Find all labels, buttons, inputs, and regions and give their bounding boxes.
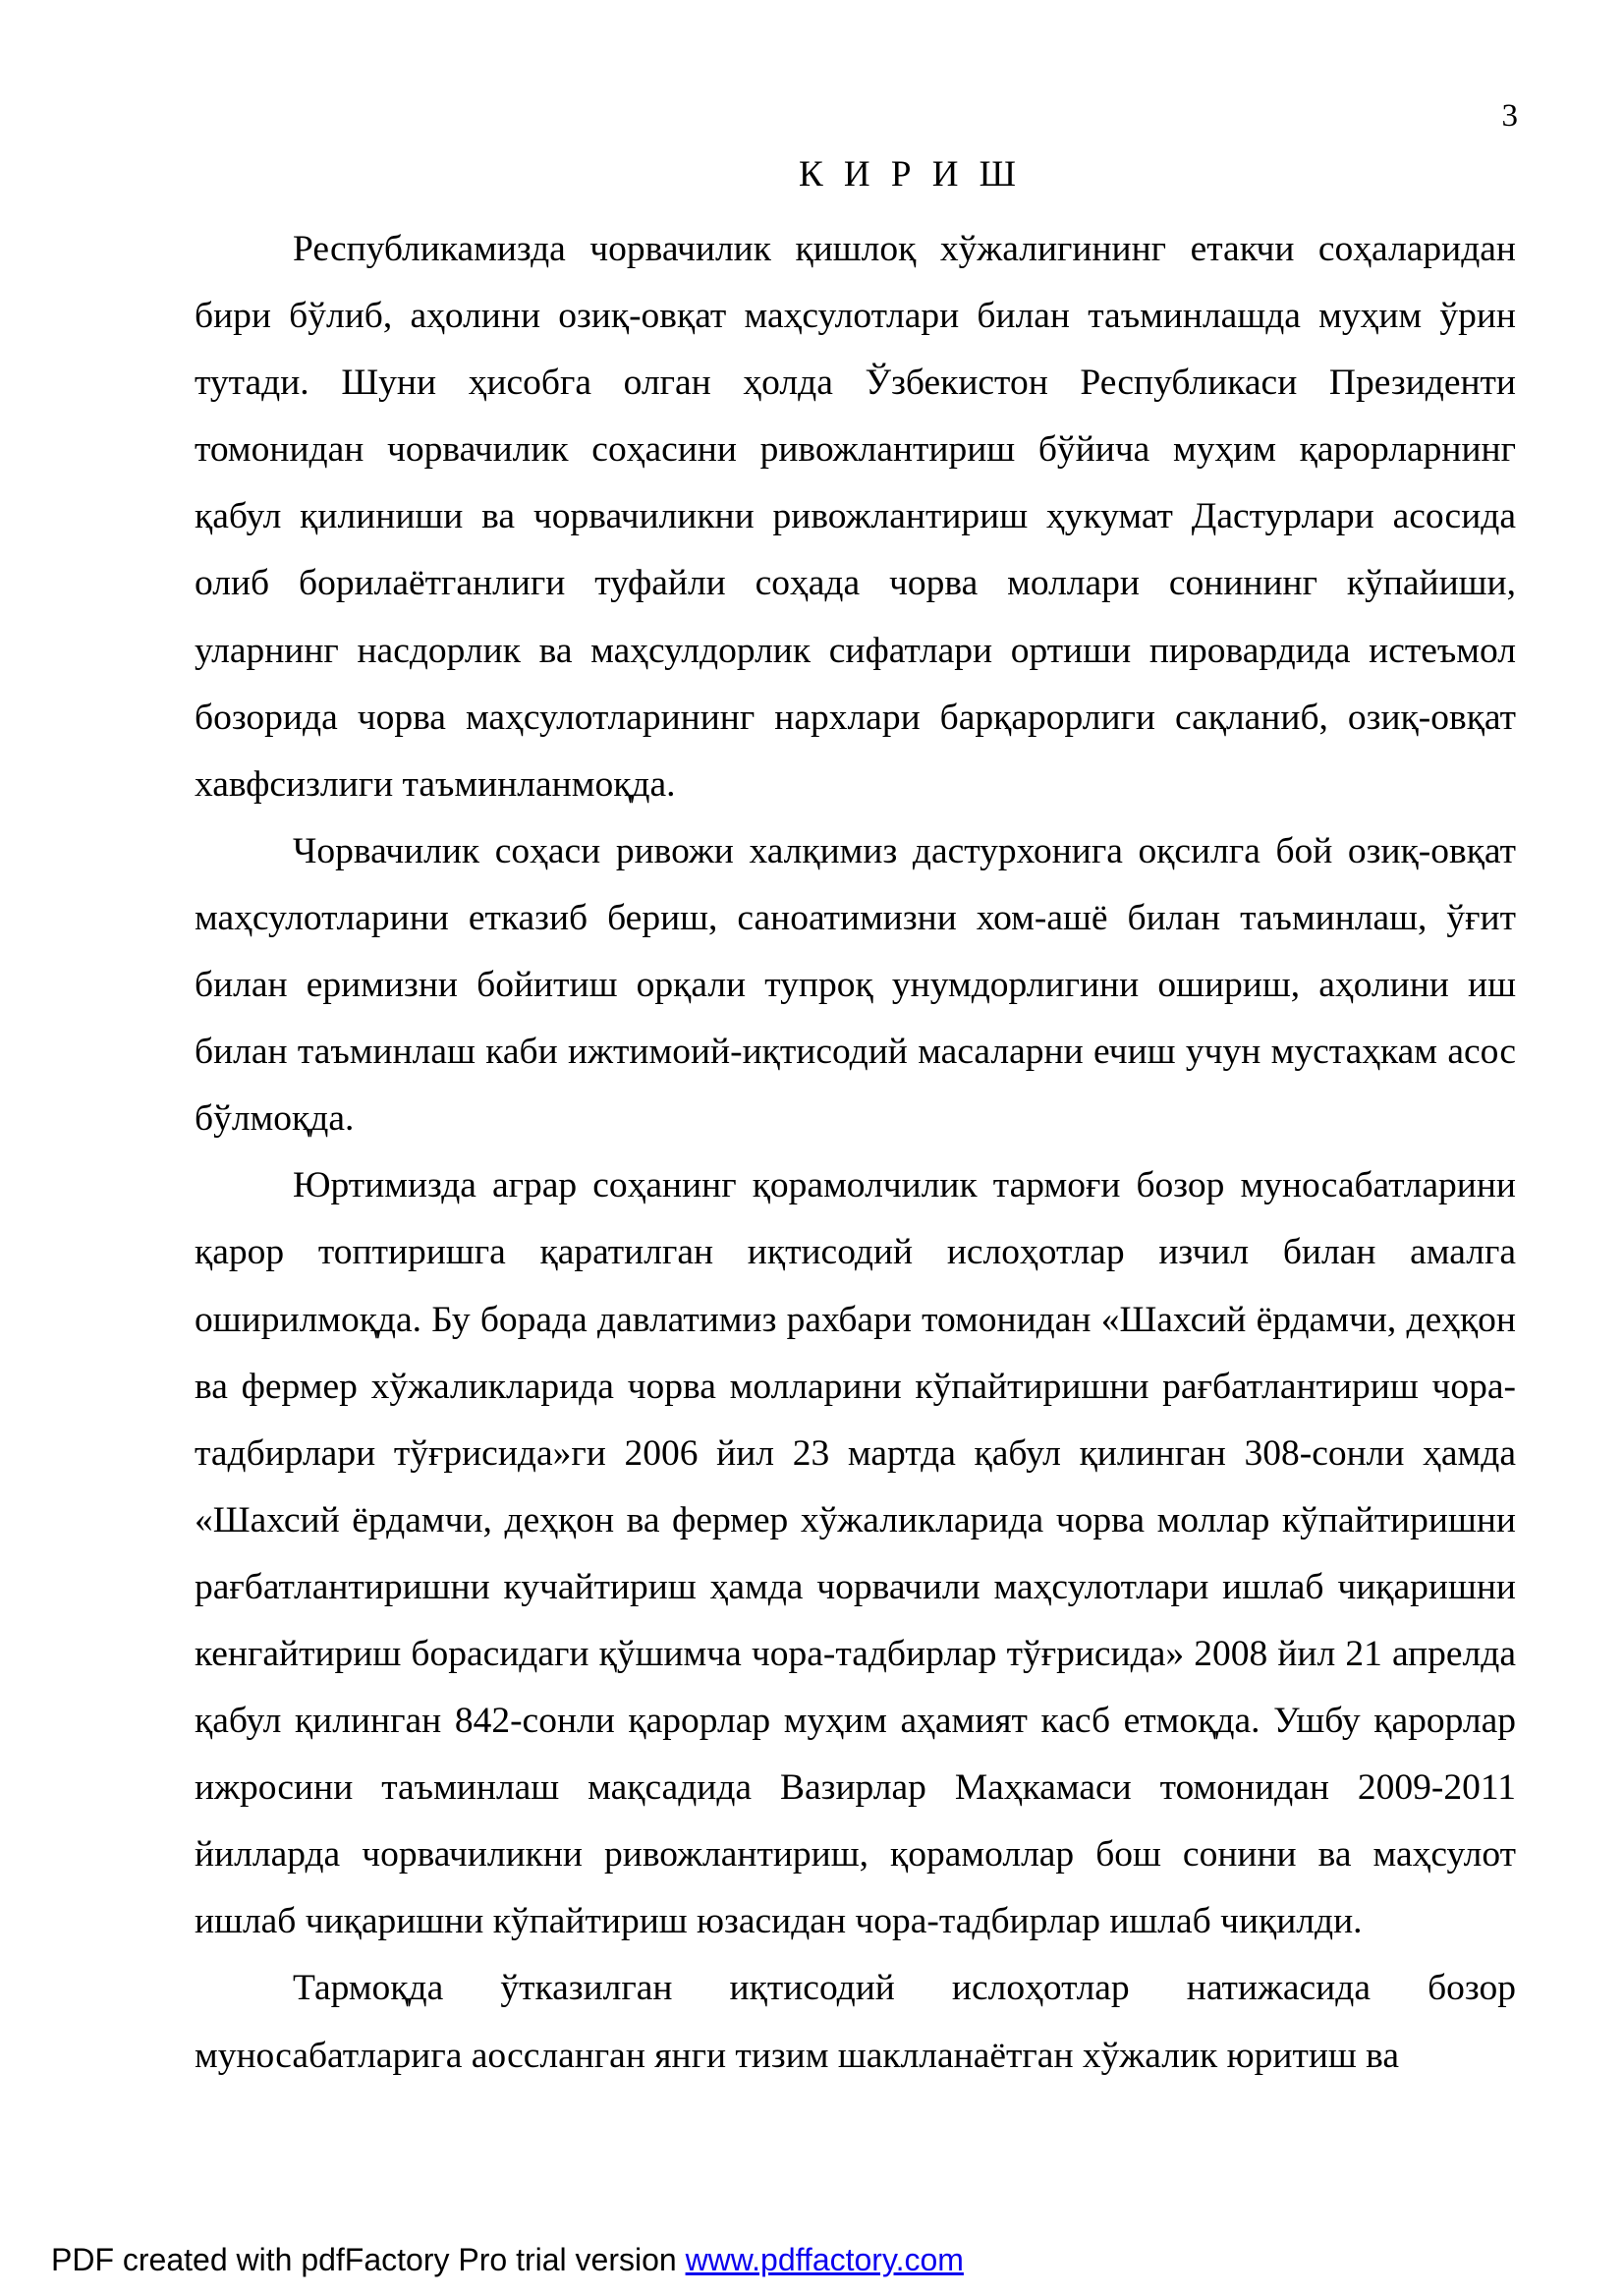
paragraph: Республикамизда чорвачилик қишлоқ хўжалигининг етакчи соҳаларидан бири бўлиб, аҳолини озиқ-овқат маҳсулотлари билан таъминлашда муҳим ўрин тутади. Шуни ҳисобга олган ҳолда Ўзбекистон Республикаси Президенти томонидан чорвачилик соҳасини ривожлантириш бўйича муҳим қарорларнинг қабул қилиниши ва чорвачиликни ривожлантириш ҳукумат Дастурлари асосида олиб борилаётганлиги туфайли соҳада чорва моллари сонининг кўпайиши, уларнинг насдорлик ва маҳсулдорлик сифатлари ортиши пировардида истеъмол бозорида чорва маҳсулотларининг нархлари барқарорлиги сақланиб, озиқ-овқат хавфсизлиги таъминланмоқда. <box>195 229 1516 805</box>
paragraph: Чорвачилик соҳаси ривожи халқимиз дастурхонига оқсилга бой озиқ-овқат маҳсулотларини етказиб бериш, саноатимизни хом-ашё билан таъминлаш, ўғит билан еримизни бойитиш орқали тупроқ унумдорлигини ошириш, аҳолини иш билан таъминлаш каби ижтимоий-иқтисодий масаларни ечиш учун мустаҳкам асос бўлмоқда. <box>195 830 1516 1140</box>
document-body <box>195 216 1516 2090</box>
pdffactory-link[interactable]: www.pdffactory.com <box>685 2242 964 2277</box>
section-heading: К И Р И Ш <box>798 154 1023 195</box>
footer-text: PDF created with pdfFactory Pro trial version <box>51 2242 686 2277</box>
paragraph: Тармоқда ўтказилган иқтисодий ислоҳотлар натижасида бозор муносабатларига аоссланган янги тизим шаклланаётган хўжалик юритиш ва <box>195 1968 1516 2076</box>
page-number: 3 <box>1501 98 1518 134</box>
pdf-watermark-footer <box>51 2240 964 2279</box>
paragraph: Юртимизда аграр соҳанинг қорамолчилик тармоғи бозор муносабатларини қарор топтиришга қаратилган иқтисодий ислоҳотлар изчил билан амалга оширилмоқда. Бу борада давлатимиз рахбари томонидан «Шахсий ёрдамчи, деҳқон ва фермер хўжаликларида чорва молларини кўпайтиришни рағбатлантириш чора-тадбирлари тўғрисида»ги 2006 йил 23 мартда қабул қилинган 308-сонли ҳамда «Шахсий ёрдамчи, деҳқон ва фермер хўжаликларида чорва моллар кўпайтиришни рағбатлантиришни кучайтириш ҳамда чорвачили маҳсулотлари ишлаб чиқаришни кенгайтириш борасидаги қўшимча чора-тадбирлар тўғрисида» 2008 йил 21 апрелда қабул қилинган 842-сонли қарорлар муҳим аҳамият касб етмоқда. Ушбу қарорлар ижросини таъминлаш мақсадида Вазирлар Маҳкамаси томонидан 2009-2011 йилларда чорвачиликни ривожлантириш, қорамоллар бош сонини ва маҳсулот ишлаб чиқаришни кўпайтириш юзасидан чора-тадбирлар ишлаб чиқилди. <box>195 1165 1516 1942</box>
